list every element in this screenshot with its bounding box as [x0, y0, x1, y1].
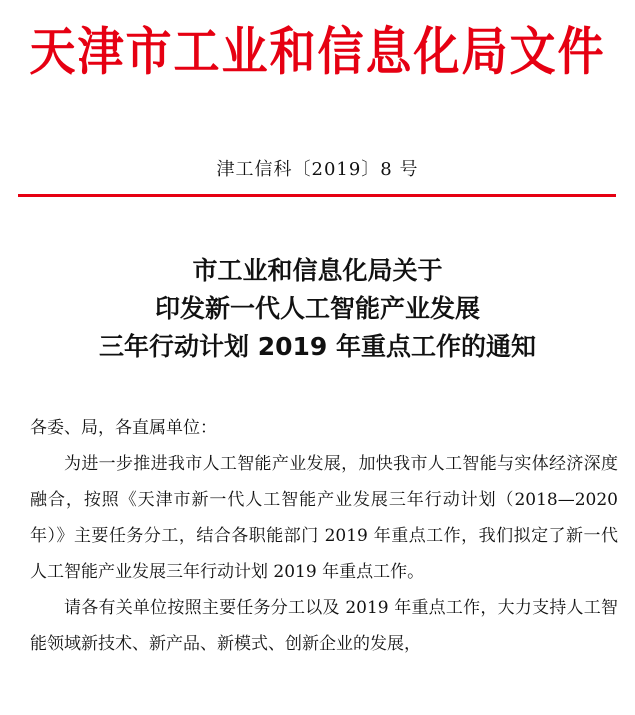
document-body	[30, 410, 618, 662]
salutation: 各委、局，各直属单位：	[30, 418, 217, 438]
document-number: 津工信科〔2019〕8 号	[216, 159, 419, 180]
document-title	[0, 252, 635, 366]
body-paragraph-1: 为进一步推进我市人工智能产业发展，加快我市人工智能与实体经济深度融合，按照《天津市新一代人工智能产业发展三年行动计划（2018—2020 年）》主要任务分工，结合各职能部门 2019 年重点工作，我们拟定了新一代人工智能产业发展三年行动计划 2019 年重点工作。	[30, 454, 618, 582]
red-separator-line	[18, 194, 616, 197]
title-line-1: 市工业和信息化局关于	[192, 256, 443, 285]
body-paragraph-2: 请各有关单位按照主要任务分工以及 2019 年重点工作，大力支持人工智能领域新技术、新产品、新模式、创新企业的发展，	[30, 598, 618, 654]
issuer-header: 天津市工业和信息化局文件	[29, 21, 606, 82]
title-line-2: 印发新一代人工智能产业发展	[154, 294, 480, 323]
title-line-3: 三年行动计划 2019 年重点工作的通知	[99, 332, 536, 361]
